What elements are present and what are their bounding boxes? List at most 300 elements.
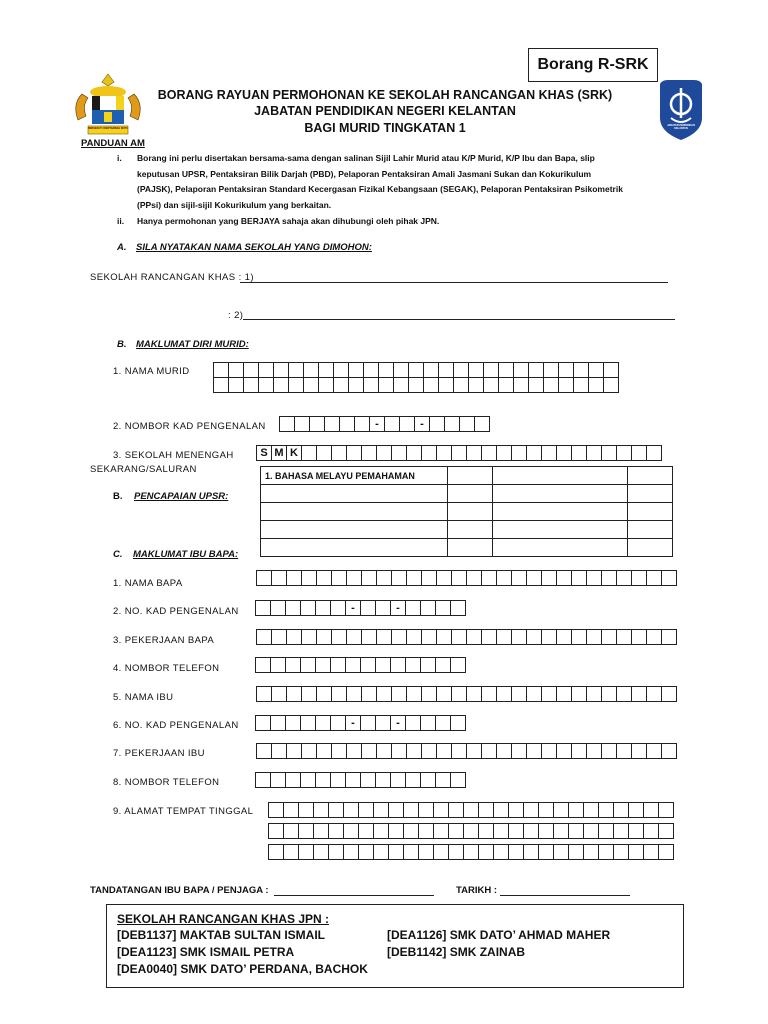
char-box[interactable] (435, 600, 451, 616)
char-box[interactable] (420, 715, 436, 731)
char-box[interactable] (433, 823, 449, 839)
char-box[interactable] (496, 445, 512, 461)
char-box[interactable] (391, 686, 407, 702)
char-box[interactable] (613, 802, 629, 818)
char-box[interactable] (315, 600, 331, 616)
char-box[interactable] (573, 362, 589, 378)
char-box[interactable] (376, 629, 392, 645)
table-cell[interactable] (628, 503, 673, 521)
char-box[interactable] (543, 377, 559, 393)
char-box[interactable] (363, 377, 379, 393)
char-box[interactable] (343, 802, 359, 818)
char-box[interactable] (616, 570, 632, 586)
char-box[interactable] (598, 844, 614, 860)
char-box[interactable] (541, 686, 557, 702)
char-box[interactable] (256, 570, 272, 586)
char-box[interactable] (586, 686, 602, 702)
char-box[interactable] (451, 686, 467, 702)
father-ic-grid[interactable] (255, 600, 465, 616)
char-box[interactable] (309, 416, 325, 432)
char-box[interactable] (453, 362, 469, 378)
char-box[interactable] (318, 362, 334, 378)
char-box[interactable] (301, 445, 317, 461)
char-box[interactable] (228, 377, 244, 393)
char-box[interactable] (393, 377, 409, 393)
table-cell[interactable] (448, 503, 493, 521)
char-box[interactable] (496, 629, 512, 645)
char-box[interactable] (511, 445, 527, 461)
char-box[interactable] (586, 743, 602, 759)
char-box[interactable] (526, 686, 542, 702)
char-box[interactable] (408, 377, 424, 393)
char-box[interactable] (556, 686, 572, 702)
char-box[interactable] (658, 802, 674, 818)
char-box[interactable] (459, 416, 475, 432)
char-box[interactable] (403, 823, 419, 839)
char-box[interactable] (301, 743, 317, 759)
char-box[interactable] (313, 802, 329, 818)
char-box[interactable] (463, 802, 479, 818)
table-cell[interactable] (493, 521, 628, 539)
char-box[interactable] (603, 377, 619, 393)
char-box[interactable] (541, 629, 557, 645)
char-box[interactable] (448, 844, 464, 860)
char-box[interactable] (526, 629, 542, 645)
char-box[interactable] (255, 657, 271, 673)
date-line[interactable] (500, 895, 630, 896)
char-box[interactable] (316, 743, 332, 759)
char-box[interactable] (616, 743, 632, 759)
char-box[interactable] (286, 686, 302, 702)
char-box[interactable] (646, 570, 662, 586)
char-box[interactable] (616, 445, 632, 461)
table-cell[interactable] (448, 485, 493, 503)
char-box[interactable] (556, 629, 572, 645)
char-box[interactable] (421, 629, 437, 645)
char-box[interactable] (646, 445, 662, 461)
char-box[interactable] (420, 600, 436, 616)
char-box[interactable] (493, 823, 509, 839)
char-box[interactable] (421, 570, 437, 586)
srk-choice-1-line[interactable] (240, 282, 668, 283)
char-box[interactable] (538, 802, 554, 818)
char-box[interactable] (528, 377, 544, 393)
table-cell[interactable] (628, 485, 673, 503)
char-box[interactable] (643, 802, 659, 818)
char-box[interactable] (376, 743, 392, 759)
char-box[interactable] (628, 844, 644, 860)
char-box[interactable] (279, 416, 295, 432)
char-box[interactable] (571, 629, 587, 645)
char-box[interactable] (255, 715, 271, 731)
char-box[interactable] (243, 377, 259, 393)
char-box[interactable] (285, 715, 301, 731)
char-box[interactable] (339, 416, 355, 432)
char-box[interactable] (481, 570, 497, 586)
char-box[interactable] (601, 570, 617, 586)
current-school-grid[interactable] (256, 445, 661, 461)
char-box[interactable] (405, 657, 421, 673)
char-box[interactable] (343, 844, 359, 860)
char-box[interactable] (523, 823, 539, 839)
char-box[interactable] (298, 844, 314, 860)
char-box[interactable] (616, 629, 632, 645)
char-box[interactable] (616, 686, 632, 702)
char-box[interactable] (358, 823, 374, 839)
char-box[interactable] (646, 743, 662, 759)
char-box[interactable] (360, 715, 376, 731)
char-box[interactable] (283, 823, 299, 839)
char-box[interactable] (288, 362, 304, 378)
char-box[interactable] (256, 743, 272, 759)
char-box[interactable] (270, 657, 286, 673)
char-box[interactable] (285, 600, 301, 616)
char-box[interactable] (360, 657, 376, 673)
char-box[interactable] (631, 743, 647, 759)
char-box[interactable] (283, 802, 299, 818)
char-box[interactable] (315, 657, 331, 673)
char-box[interactable] (646, 629, 662, 645)
char-box[interactable] (346, 445, 362, 461)
char-box[interactable] (513, 377, 529, 393)
char-box[interactable] (328, 844, 344, 860)
char-box[interactable] (375, 657, 391, 673)
char-box[interactable] (324, 416, 340, 432)
char-box[interactable] (360, 772, 376, 788)
char-box[interactable] (258, 362, 274, 378)
char-box[interactable] (375, 772, 391, 788)
char-box[interactable] (444, 416, 460, 432)
char-box[interactable] (421, 686, 437, 702)
char-box[interactable] (316, 686, 332, 702)
char-box[interactable] (573, 377, 589, 393)
char-box[interactable] (330, 657, 346, 673)
char-box[interactable] (285, 657, 301, 673)
char-box[interactable] (498, 377, 514, 393)
char-box[interactable] (526, 445, 542, 461)
char-box[interactable] (406, 570, 422, 586)
char-box[interactable] (511, 743, 527, 759)
char-box[interactable] (378, 377, 394, 393)
srk-choice-2-line[interactable] (243, 319, 675, 320)
char-box[interactable] (558, 362, 574, 378)
char-box[interactable] (418, 823, 434, 839)
char-box[interactable] (508, 802, 524, 818)
char-box[interactable] (541, 743, 557, 759)
char-box[interactable] (331, 686, 347, 702)
char-box[interactable] (268, 823, 284, 839)
table-cell[interactable] (628, 539, 673, 557)
char-box[interactable] (316, 570, 332, 586)
char-box[interactable] (661, 570, 677, 586)
table-cell[interactable] (261, 503, 448, 521)
char-box[interactable] (628, 802, 644, 818)
char-box[interactable] (435, 715, 451, 731)
char-box[interactable] (451, 445, 467, 461)
char-box[interactable] (330, 772, 346, 788)
char-box[interactable] (313, 844, 329, 860)
char-box[interactable] (553, 802, 569, 818)
char-box[interactable] (418, 802, 434, 818)
char-box[interactable] (468, 362, 484, 378)
char-box[interactable] (478, 844, 494, 860)
char-box[interactable] (270, 715, 286, 731)
char-box[interactable] (601, 743, 617, 759)
char-box[interactable] (376, 445, 392, 461)
char-box[interactable] (363, 362, 379, 378)
char-box[interactable] (631, 686, 647, 702)
char-box[interactable] (583, 823, 599, 839)
char-box[interactable] (435, 772, 451, 788)
char-box[interactable] (360, 600, 376, 616)
char-box[interactable] (303, 362, 319, 378)
char-box[interactable] (586, 570, 602, 586)
mother-ic-grid[interactable] (255, 715, 465, 731)
char-box[interactable] (429, 416, 445, 432)
char-box[interactable] (346, 629, 362, 645)
char-box[interactable] (420, 657, 436, 673)
char-box[interactable] (403, 802, 419, 818)
char-box[interactable] (466, 570, 482, 586)
char-box[interactable] (481, 445, 497, 461)
char-box[interactable] (258, 377, 274, 393)
char-box[interactable] (451, 629, 467, 645)
char-box[interactable] (390, 657, 406, 673)
char-box[interactable] (376, 686, 392, 702)
char-box[interactable] (403, 844, 419, 860)
char-box[interactable] (646, 686, 662, 702)
char-box[interactable] (628, 823, 644, 839)
char-box[interactable] (303, 377, 319, 393)
char-box[interactable] (331, 743, 347, 759)
mother-name-grid[interactable] (256, 686, 676, 702)
char-box[interactable] (433, 844, 449, 860)
char-box[interactable] (270, 772, 286, 788)
char-box[interactable] (300, 600, 316, 616)
char-box[interactable] (256, 686, 272, 702)
char-box[interactable] (361, 629, 377, 645)
char-box[interactable] (453, 377, 469, 393)
char-box[interactable] (345, 772, 361, 788)
char-box[interactable] (361, 570, 377, 586)
char-box[interactable] (613, 844, 629, 860)
char-box[interactable] (511, 629, 527, 645)
char-box[interactable] (538, 823, 554, 839)
char-box[interactable] (466, 629, 482, 645)
char-box[interactable] (333, 377, 349, 393)
char-box[interactable] (481, 629, 497, 645)
char-box[interactable] (631, 445, 647, 461)
char-box[interactable] (318, 377, 334, 393)
char-box[interactable] (376, 570, 392, 586)
father-name-grid[interactable] (256, 570, 676, 586)
char-box[interactable] (463, 844, 479, 860)
char-box[interactable] (568, 844, 584, 860)
char-box[interactable] (468, 377, 484, 393)
address-grid[interactable] (268, 802, 673, 860)
char-box[interactable] (598, 802, 614, 818)
char-box[interactable] (256, 629, 272, 645)
char-box[interactable] (558, 377, 574, 393)
char-box[interactable] (523, 802, 539, 818)
char-box[interactable] (406, 743, 422, 759)
table-cell[interactable] (628, 467, 673, 485)
char-box[interactable] (273, 377, 289, 393)
char-box[interactable] (384, 416, 400, 432)
char-box[interactable] (511, 570, 527, 586)
char-box[interactable] (388, 802, 404, 818)
table-cell[interactable] (261, 539, 448, 557)
char-box[interactable] (354, 416, 370, 432)
char-box[interactable] (406, 629, 422, 645)
char-box[interactable] (483, 362, 499, 378)
char-box[interactable] (285, 772, 301, 788)
char-box[interactable] (448, 802, 464, 818)
char-box[interactable] (498, 362, 514, 378)
char-box[interactable] (528, 362, 544, 378)
mother-job-grid[interactable] (256, 743, 676, 759)
char-box[interactable] (268, 844, 284, 860)
char-box[interactable] (393, 362, 409, 378)
char-box[interactable] (348, 362, 364, 378)
char-box[interactable] (399, 416, 415, 432)
char-box[interactable] (283, 844, 299, 860)
char-box[interactable] (343, 823, 359, 839)
char-box[interactable] (315, 772, 331, 788)
char-box[interactable] (288, 377, 304, 393)
char-box[interactable] (330, 600, 346, 616)
char-box[interactable] (433, 802, 449, 818)
char-box[interactable] (568, 823, 584, 839)
char-box[interactable] (474, 416, 490, 432)
char-box[interactable] (450, 772, 466, 788)
char-box[interactable] (358, 802, 374, 818)
char-box[interactable] (658, 823, 674, 839)
char-box[interactable] (451, 743, 467, 759)
char-box[interactable] (346, 743, 362, 759)
char-box[interactable] (586, 445, 602, 461)
char-box[interactable] (436, 686, 452, 702)
char-box[interactable] (301, 629, 317, 645)
char-box[interactable] (361, 743, 377, 759)
char-box[interactable] (658, 844, 674, 860)
char-box[interactable] (603, 362, 619, 378)
char-box[interactable] (300, 657, 316, 673)
char-box[interactable] (328, 823, 344, 839)
char-box[interactable] (571, 445, 587, 461)
char-box[interactable] (478, 802, 494, 818)
char-box[interactable] (586, 629, 602, 645)
char-box[interactable] (333, 362, 349, 378)
char-box[interactable] (541, 570, 557, 586)
char-box[interactable] (271, 686, 287, 702)
char-box[interactable] (631, 570, 647, 586)
char-box[interactable] (421, 743, 437, 759)
table-cell[interactable] (493, 503, 628, 521)
char-box[interactable] (496, 743, 512, 759)
char-box[interactable] (601, 445, 617, 461)
char-box[interactable] (331, 629, 347, 645)
char-box[interactable] (361, 686, 377, 702)
char-box[interactable] (450, 600, 466, 616)
char-box[interactable] (613, 823, 629, 839)
char-box[interactable] (661, 686, 677, 702)
char-box[interactable] (405, 772, 421, 788)
mother-phone-grid[interactable] (255, 772, 465, 788)
char-box[interactable] (481, 743, 497, 759)
char-box[interactable] (420, 772, 436, 788)
father-job-grid[interactable] (256, 629, 676, 645)
table-cell[interactable] (448, 521, 493, 539)
char-box[interactable] (408, 362, 424, 378)
char-box[interactable] (300, 715, 316, 731)
char-box[interactable] (271, 629, 287, 645)
char-box[interactable] (331, 570, 347, 586)
char-box[interactable] (361, 445, 377, 461)
char-box[interactable] (346, 570, 362, 586)
char-box[interactable] (526, 743, 542, 759)
char-box[interactable] (436, 445, 452, 461)
char-box[interactable] (450, 715, 466, 731)
char-box[interactable] (661, 743, 677, 759)
char-box[interactable] (388, 844, 404, 860)
char-box[interactable] (406, 686, 422, 702)
char-box[interactable] (643, 844, 659, 860)
char-box[interactable] (286, 743, 302, 759)
student-name-grid[interactable] (213, 362, 618, 393)
char-box[interactable] (435, 657, 451, 673)
char-box[interactable] (286, 570, 302, 586)
char-box[interactable] (330, 715, 346, 731)
char-box[interactable] (463, 823, 479, 839)
char-box[interactable] (300, 772, 316, 788)
char-box[interactable] (243, 362, 259, 378)
char-box[interactable] (598, 823, 614, 839)
char-box[interactable] (451, 570, 467, 586)
char-box[interactable] (391, 570, 407, 586)
char-box[interactable] (513, 362, 529, 378)
table-cell[interactable] (261, 521, 448, 539)
char-box[interactable] (313, 823, 329, 839)
char-box[interactable] (328, 802, 344, 818)
char-box[interactable] (523, 844, 539, 860)
char-box[interactable] (331, 445, 347, 461)
char-box[interactable] (538, 844, 554, 860)
char-box[interactable] (373, 844, 389, 860)
char-box[interactable] (271, 743, 287, 759)
char-box[interactable] (601, 686, 617, 702)
char-box[interactable] (301, 570, 317, 586)
char-box[interactable] (483, 377, 499, 393)
table-cell[interactable] (493, 485, 628, 503)
char-box[interactable] (436, 743, 452, 759)
char-box[interactable] (316, 445, 332, 461)
char-box[interactable] (438, 362, 454, 378)
char-box[interactable] (421, 445, 437, 461)
char-box[interactable] (543, 362, 559, 378)
char-box[interactable] (406, 445, 422, 461)
char-box[interactable] (448, 823, 464, 839)
char-box[interactable] (588, 377, 604, 393)
char-box[interactable] (583, 844, 599, 860)
char-box[interactable] (556, 743, 572, 759)
char-box[interactable] (496, 570, 512, 586)
char-box[interactable] (508, 844, 524, 860)
char-box[interactable] (438, 377, 454, 393)
char-box[interactable] (553, 823, 569, 839)
char-box[interactable] (631, 629, 647, 645)
char-box[interactable] (588, 362, 604, 378)
